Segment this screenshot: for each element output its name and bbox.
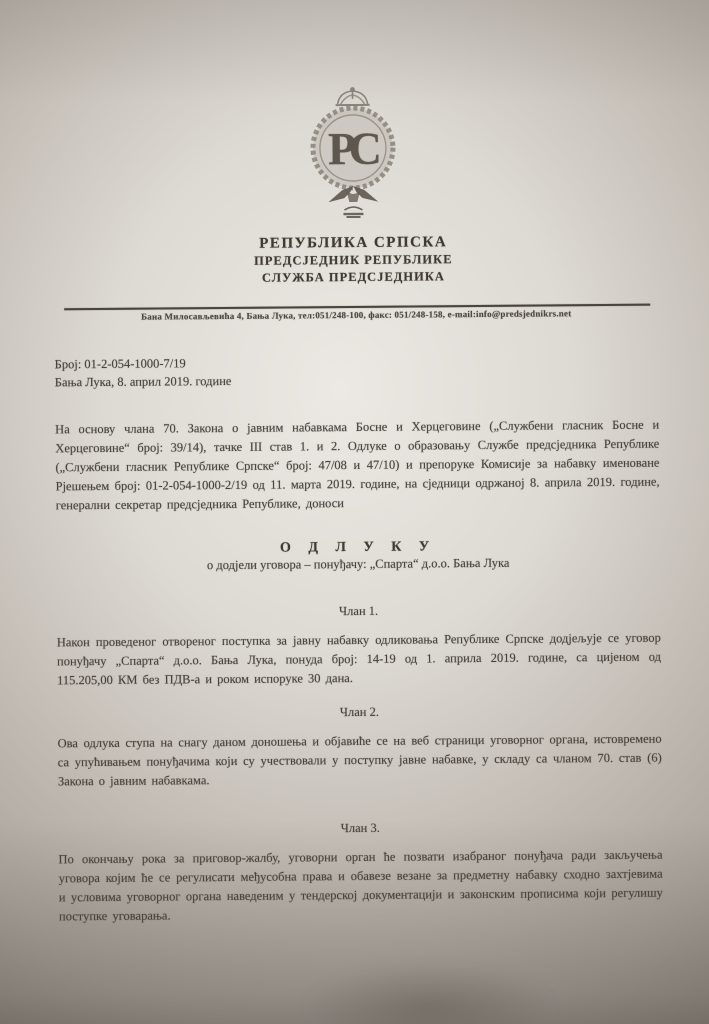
article-1-heading: Члан 1. <box>338 603 379 619</box>
reference-number: Број: 01-2-054-1000-7/19 <box>54 356 186 372</box>
article-2-body: Ова одлука ступа на снагу даном доношења и објавиће се на веб страници уговорног органа, истовремено са упућивањем понуђачима који су учествовали у поступку јавне набавке, у складу са чланом 70. став (6) Закона о јавним набавкама. <box>57 731 662 789</box>
org-name-line1: РЕПУБЛИКА СРПСКА <box>259 234 448 252</box>
place-and-date: Бања Лука, 8. април 2019. године <box>54 373 232 390</box>
contact-line: Бана Милосављевића 4, Бања Лука, тел:051/248-100, факс: 051/248-158, e-mail:info@predsjednikrs.net <box>141 308 572 322</box>
article-3-heading: Члан 3. <box>340 820 380 836</box>
base-crown-icon <box>343 207 363 217</box>
org-name-line3: СЛУЖБА ПРЕДСЈЕДНИКА <box>261 269 445 285</box>
article-2-heading: Члан 2. <box>339 704 379 720</box>
reference-block <box>55 351 659 392</box>
decision-title: О Д Л У К У <box>279 539 437 556</box>
org-name-line2: ПРЕДСЈЕДНИК РЕПУБЛИКЕ <box>254 252 453 268</box>
preamble-paragraph: На основу члана 70. Закона о јавним набавкама Босне и Херцеговине („Службени гласник Босне и Херцеговине“ број: 39/14), тачке III став 1. и 2. Одлуке о образовању Службе предсједника Републике („Службени гласник Републике Српске“ број: 47/08 и 47/10) и препоруке Комисије за набавку именоване Рјешењем број: 01-2-054-1000-2/19 од 11. марта 2019. године, на сједници одржаној 8. априла 2019. године, генерални секретар предсједника Републике, доноси <box>55 417 660 513</box>
article-1-body: Након проведеног отвореног поступка за јавну набавку одликовања Републике Српске додјељује се уговор понуђачу „Спарта“ д.о.о. Бања Лука, понуда број: 14-19 од 1. априла 2019. године, са цијеном од 115.205,00 КМ без ПДВ-а и роком испоруке 30 дана. <box>56 630 662 688</box>
article-3-body: По окончању рока за приговор-жалбу, уговорни орган ће позвати изабраног понуђача ради закључења уговора којим ће се регулисати међусобна права и обавезе везане за предметну набавку сходно захтјевима и условима уговорног органа наведеним у тендерској документацији и законским прописима који регулишу поступке уговарања. <box>58 847 663 924</box>
monogram-text: РС <box>327 122 374 175</box>
decision-subtitle: о додјели уговора – понуђачу: „Спарта“ д.о.о. Бања Лука <box>206 555 510 573</box>
ribbon-icon <box>328 186 378 202</box>
coat-of-arms-icon <box>293 86 412 223</box>
emblem-container <box>0 0 708 289</box>
crown-icon <box>335 88 369 105</box>
